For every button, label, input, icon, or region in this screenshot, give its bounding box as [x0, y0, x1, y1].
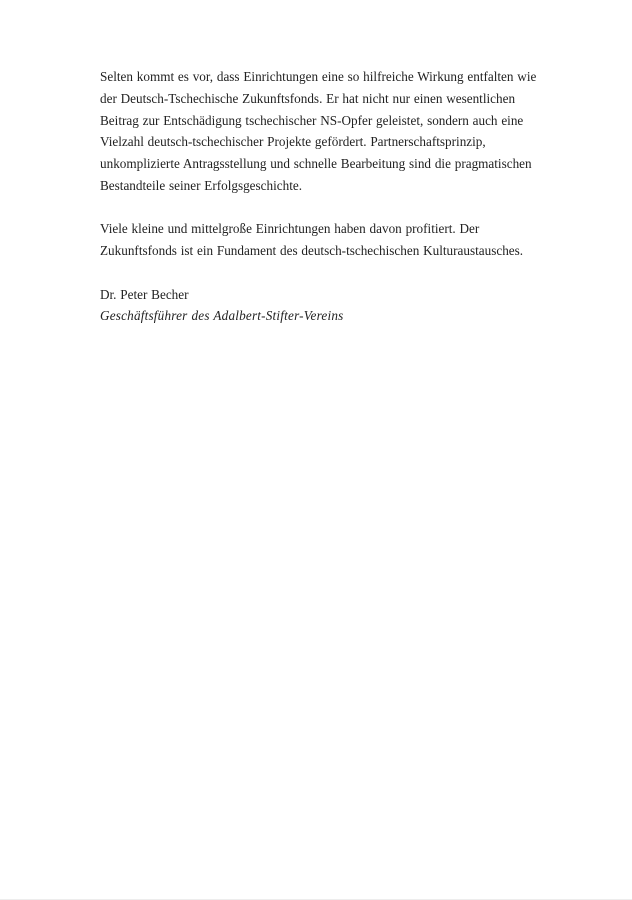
paragraph-line: Selten kommt es vor, dass Einrichtungen eine so hilfreiche Wirkung entfalten wie — [100, 69, 537, 84]
text-block — [100, 66, 540, 327]
paragraph — [100, 66, 540, 197]
signature-name: Dr. Peter Becher — [100, 286, 189, 302]
paragraph-line: Beitrag zur Entschädigung tschechischer NS-Opfer geleistet, sondern auch eine — [100, 112, 524, 128]
signature-title: Geschäftsführer des Adalbert-Stifter-Vereins — [100, 308, 344, 324]
paragraph-line: Viele kleine und mittelgroße Einrichtungen haben davon profitiert. Der — [100, 221, 480, 237]
paragraph-line: unkomplizierte Antragsstellung und schnelle Bearbeitung sind die pragmatischen — [100, 156, 532, 171]
paragraph-line: Zukunftsfonds ist ein Fundament des deutsch-tschechischen Kulturaustausches. — [100, 243, 524, 258]
signature-block — [100, 284, 540, 328]
paragraph — [100, 218, 540, 262]
paragraph-line: Vielzahl deutsch-tschechischer Projekte gefördert. Partnerschaftsprinzip, — [100, 134, 486, 150]
paragraph-line: Bestandteile seiner Erfolgsgeschichte. — [100, 177, 303, 193]
paragraph-line: der Deutsch-Tschechische Zukunftsfonds. Er hat nicht nur einen wesentlichen — [100, 90, 516, 106]
